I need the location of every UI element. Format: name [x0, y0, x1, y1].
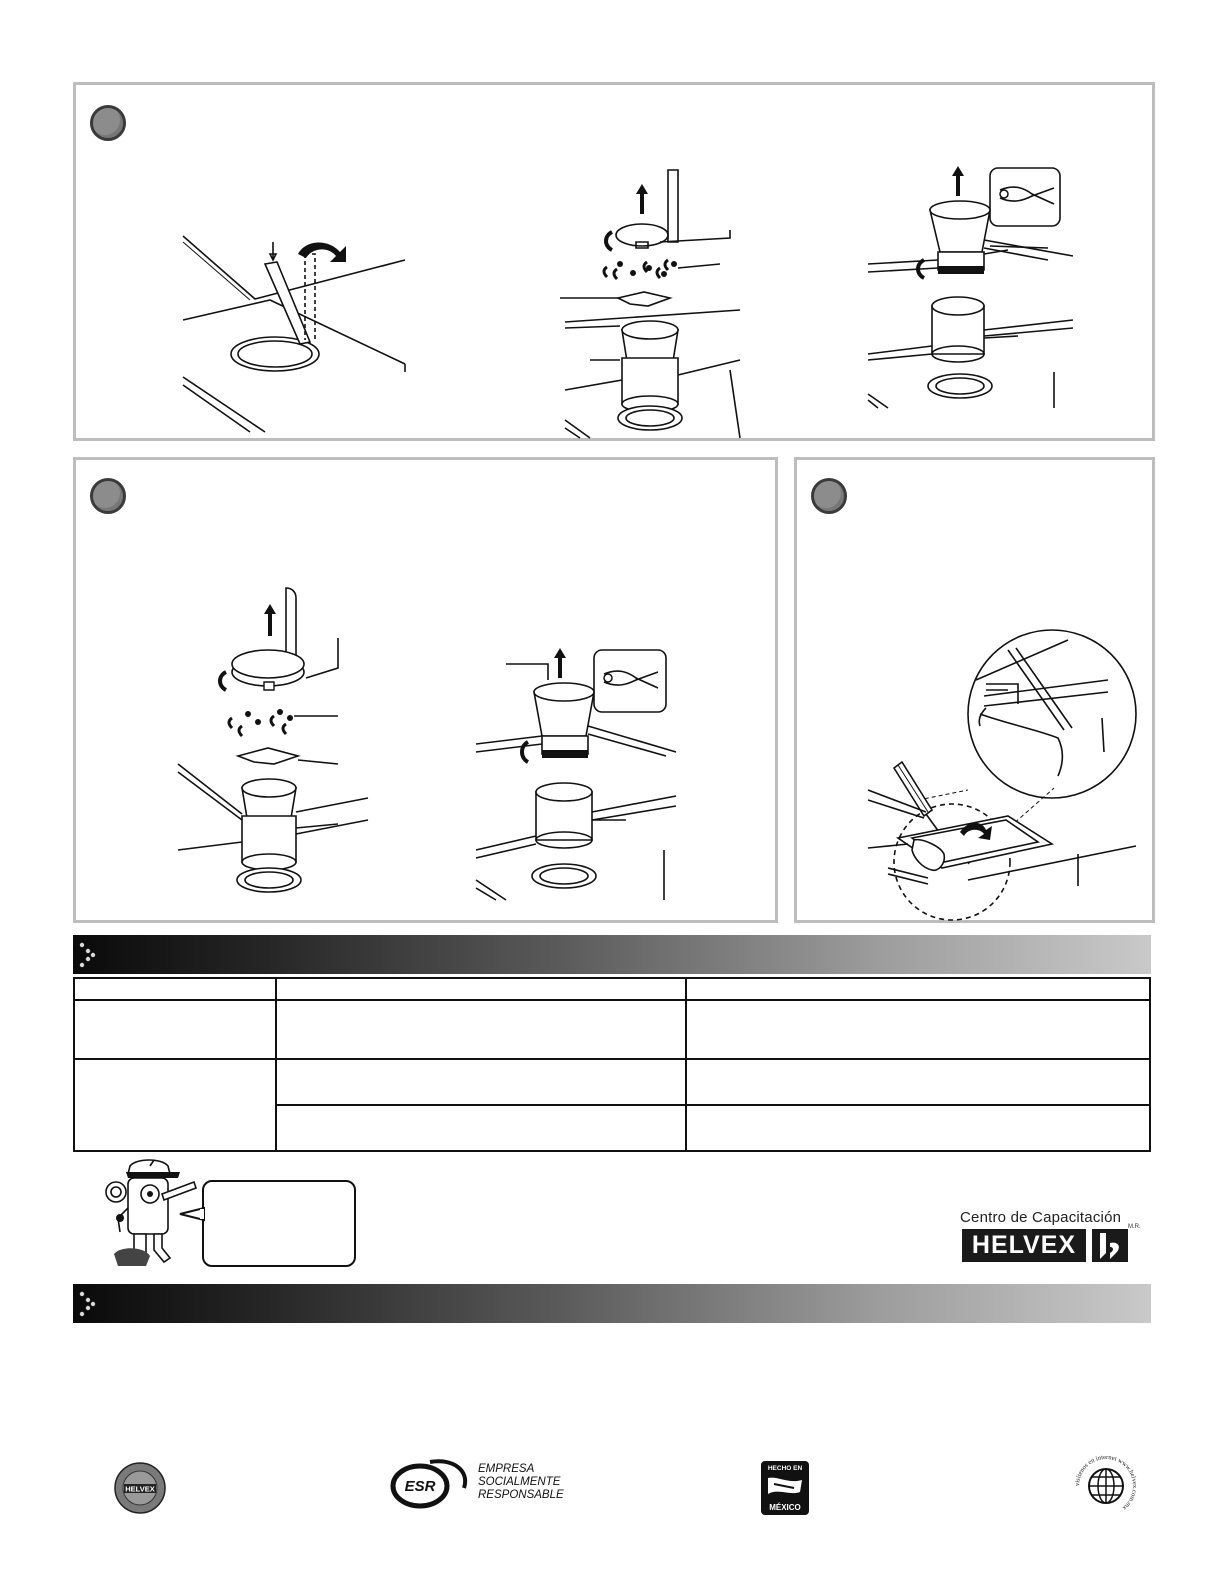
table-row	[74, 1000, 1150, 1059]
section-header-band	[73, 1284, 1151, 1323]
table-cell	[74, 1059, 276, 1151]
table-cell	[74, 1000, 276, 1059]
hecho-bottom-text: MÉXICO	[769, 1503, 801, 1512]
table-cell	[686, 1105, 1150, 1151]
esr-line-3: RESPONSABLE	[478, 1489, 564, 1501]
table-cell	[276, 1059, 686, 1105]
table-row	[74, 1059, 1150, 1105]
illustration-exploded-assembly	[560, 170, 760, 438]
esr-text	[478, 1463, 564, 1502]
hecho-en-mexico-icon	[760, 1460, 810, 1516]
esr-line-2: SOCIALMENTE	[478, 1476, 561, 1488]
dots-icon	[79, 941, 97, 968]
illustration-cone-pliers-2	[476, 640, 681, 900]
illustration-cone-pliers	[868, 168, 1073, 408]
speech-bubble-tail	[180, 1206, 206, 1222]
table-header-cell	[276, 978, 686, 1000]
step-number-badge	[811, 478, 847, 514]
step-number-badge	[90, 105, 126, 141]
illustration-exploded-assembly-2	[178, 588, 368, 906]
illustration-lever-lift	[180, 232, 410, 432]
step-number-badge	[90, 478, 126, 514]
table-header-cell	[686, 978, 1150, 1000]
section-header-band	[73, 935, 1151, 974]
troubleshooting-table	[73, 977, 1151, 1152]
helvex-seal-icon	[114, 1462, 166, 1514]
speech-bubble	[202, 1180, 356, 1267]
table-cell	[686, 1059, 1150, 1105]
dots-icon	[79, 1290, 97, 1317]
table-cell	[276, 1105, 686, 1151]
web-ring-text: visítenos en internet www.helvex.com.mx	[1073, 1453, 1139, 1512]
table-header-row	[74, 978, 1150, 1000]
esr-badge-text: ESR	[404, 1478, 436, 1495]
registered-mark: M.R.	[1128, 1224, 1141, 1230]
esr-logo-icon	[390, 1458, 476, 1514]
hecho-top-text: HECHO EN	[767, 1465, 803, 1472]
table-cell	[686, 1000, 1150, 1059]
table-cell	[276, 1000, 686, 1059]
website-globe-icon	[1072, 1452, 1140, 1520]
illustration-screwdriver-detail	[868, 640, 1136, 905]
table-header-cell	[74, 978, 276, 1000]
helvex-mark-icon	[1092, 1229, 1128, 1262]
helvex-logo: HELVEX	[962, 1229, 1086, 1262]
esr-line-1: EMPRESA	[478, 1463, 535, 1475]
training-center-caption: Centro de Capacitación	[960, 1209, 1122, 1226]
seal-text: HELVEX	[125, 1484, 155, 1494]
